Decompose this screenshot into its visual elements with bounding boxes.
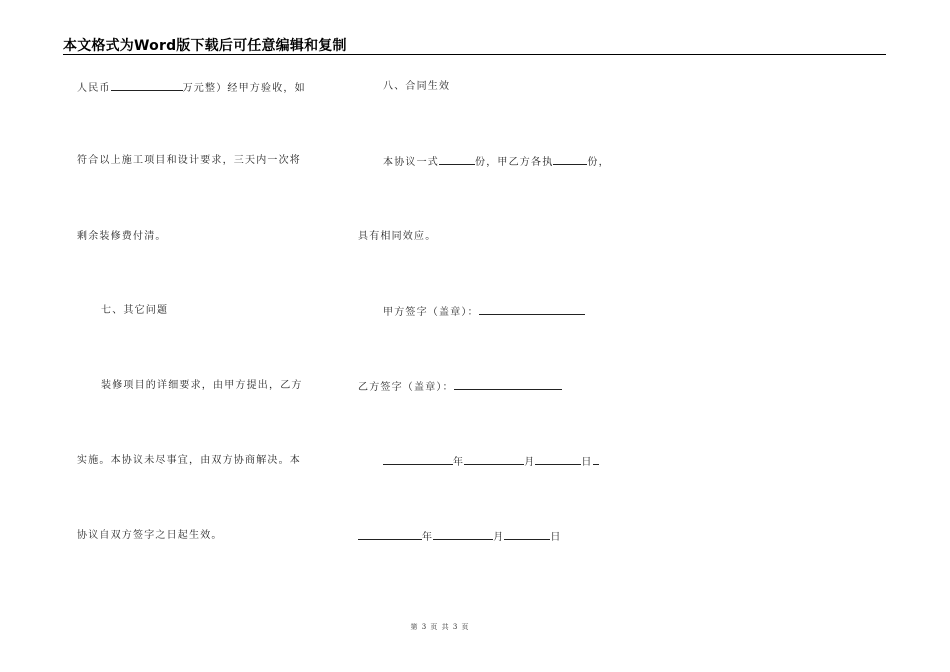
copies-blank	[439, 154, 475, 165]
month-blank	[464, 454, 524, 465]
right-line-copies: 本协议一式 份，甲乙方各执 份，	[383, 154, 610, 170]
left-line-5: 装修项目的详细要求，由甲方提出，乙方	[101, 380, 303, 391]
day-blank	[504, 529, 550, 540]
date-line-1: 年 月 日	[383, 454, 599, 470]
party-a-signature-blank	[479, 304, 585, 315]
header-divider	[63, 54, 886, 55]
party-a-signature: 甲方签字（盖章）：	[383, 304, 585, 320]
section-heading-seven: 七、其它问题	[101, 305, 169, 316]
left-line-1: 人民币 万元整）经甲方验收，如	[77, 80, 306, 96]
date-line-2: 年 月 日	[358, 529, 562, 545]
each-copies-blank	[553, 154, 587, 165]
left-line-7: 协议自双方签字之日起生效。	[77, 530, 223, 541]
month-blank	[433, 529, 493, 540]
party-b-signature: 乙方签字（盖章）：	[358, 379, 562, 395]
day-blank	[535, 454, 581, 465]
year-blank	[383, 454, 453, 465]
document-header: 本文格式为Word版下载后可任意编辑和复制	[63, 38, 347, 54]
left-line-3: 剩余装修费付清。	[77, 231, 167, 242]
left-line-6: 实施。本协议未尽事宜，由双方协商解决。本	[77, 455, 301, 466]
page-number: 第 3 页 共 3 页	[410, 623, 470, 631]
year-blank	[358, 529, 422, 540]
section-heading-eight: 八、合同生效	[383, 81, 451, 92]
right-line-effect: 具有相同效应。	[358, 231, 437, 242]
party-b-signature-blank	[454, 379, 562, 390]
left-line-2: 符合以上施工项目和设计要求，三天内一次将	[77, 155, 301, 166]
amount-blank	[111, 80, 183, 91]
